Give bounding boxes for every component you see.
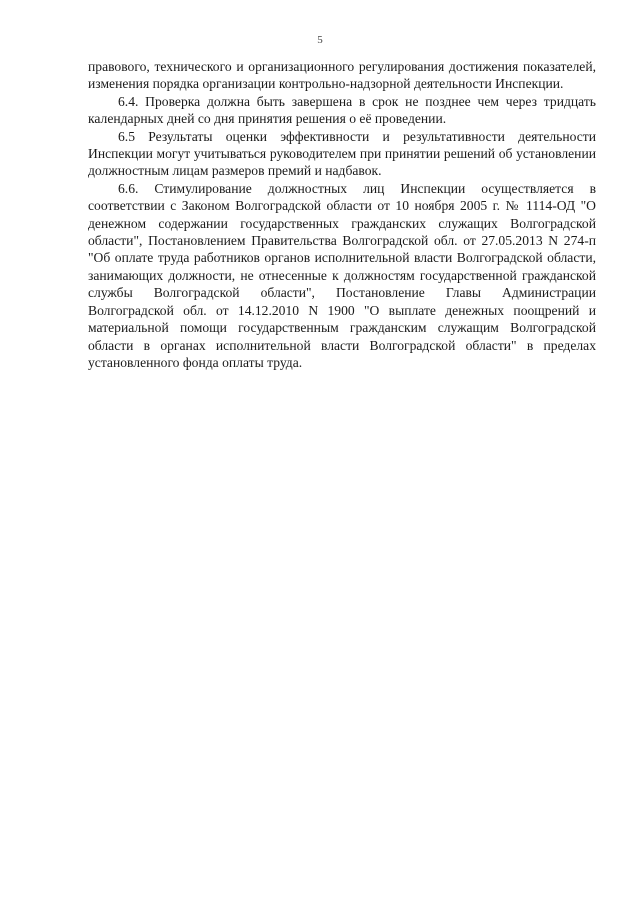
paragraph-section-6-5: 6.5 Результаты оценки эффективности и результативности деятельности Инспекции могут учитываться руководителем при принятии решений об установлении должностным лицам размеров премий и надбавок. [88, 128, 596, 179]
paragraph-section-6-6: 6.6. Стимулирование должностных лиц Инспекции осуществляется в соответствии с Законом Волгоградской области от 10 ноября 2005 г. № 1114-ОД "О денежном содержании государственных гражданских служащих Волгоградской области", Постановлением Правительства Волгоградской обл. от 27.05.2013 N 274-п "Об оплате труда работников органов исполнительной власти Волгоградской области, занимающих должности, не отнесенные к должностям государственной гражданской службы Волгоградской области", Постановление Главы Администрации Волгоградской обл. от 14.12.2010 N 1900 "О выплате денежных поощрений и материальной помощи государственным гражданским служащим Волгоградской области в органах исполнительной власти Волгоградской области" в пределах установленного фонда оплаты труда. [88, 180, 596, 370]
document-body [88, 58, 596, 371]
paragraph-continuation: правового, технического и организационного регулирования достижения показателей, изменения порядка организации контрольно-надзорной деятельности Инспекции. [88, 59, 596, 92]
page-number: 5 [317, 34, 323, 46]
paragraph-section-6-4: 6.4. Проверка должна быть завершена в срок не позднее чем через тридцать календарных дней со дня принятия решения о её проведении. [88, 93, 596, 127]
